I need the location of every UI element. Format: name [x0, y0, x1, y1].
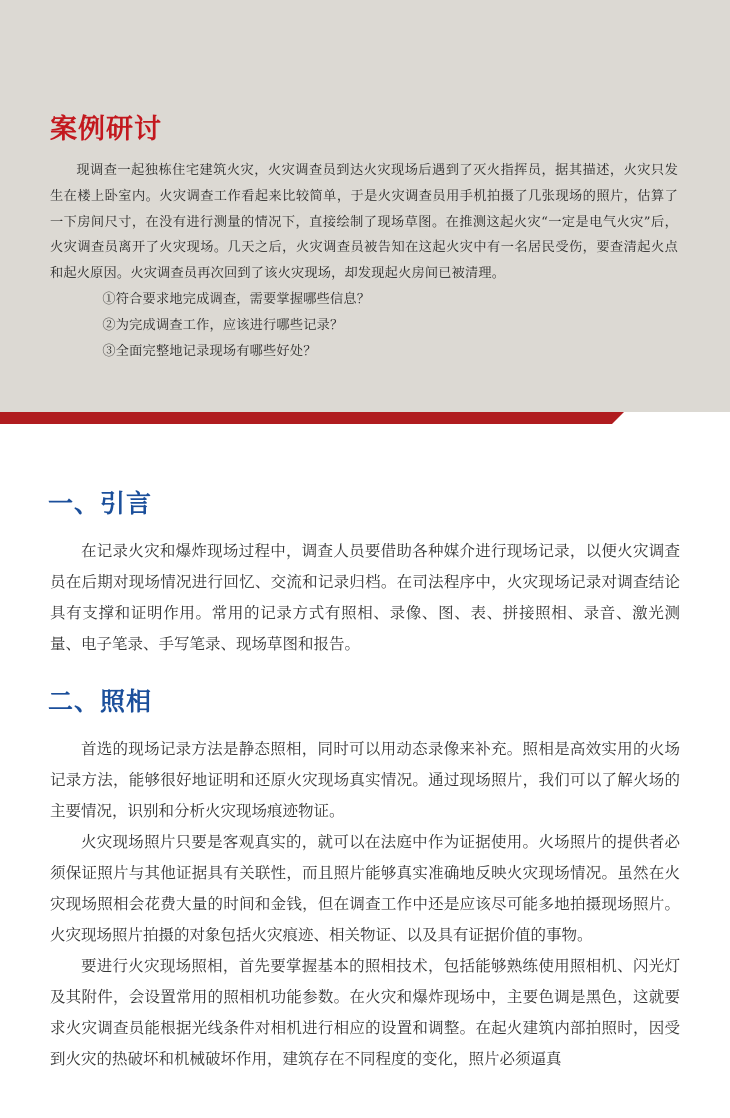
case-study-paragraph: 现调查一起独栋住宅建筑火灾，火灾调查员到达火灾现场后遇到了灭火指挥员，据其描述，火灾只发生在楼上卧室内。火灾调查工作看起来比较简单，于是火灾调查员用手机拍摄了几张现场的照片，估算了一下房间尺寸，在没有进行测量的情况下，直接绘制了现场草图。在推测这起火灾“一定是电气火灾”后，火灾调查员离开了火灾现场。几天之后，火灾调查员被告知在这起火灾中有一名居民受伤，要查清起火点和起火原因。火灾调查员再次回到了该火灾现场，却发现起火房间已被清理。 — [50, 163, 678, 282]
case-question-1: ①符合要求地完成调查，需要掌握哪些信息？ — [102, 291, 371, 307]
section-body-photography — [50, 734, 680, 1075]
section-body-introduction — [50, 536, 680, 660]
case-study-box — [0, 0, 730, 412]
red-divider-band — [0, 412, 612, 424]
section-paragraph: 首选的现场记录方法是静态照相，同时可以用动态录像来补充。照相是高效实用的火场记录方法，能够很好地证明和还原火灾现场真实情况。通过现场照片，我们可以了解火场的主要情况，识别和分析火灾现场痕迹物证。 — [50, 740, 680, 820]
section-paragraph: 火灾现场照片只要是客观真实的，就可以在法庭中作为证据使用。火场照片的提供者必须保证照片与其他证据具有关联性，而且照片能够真实准确地反映火灾现场情况。虽然在火灾现场照相会花费大量的时间和金钱，但在调查工作中还是应该尽可能多地拍摄现场照片。火灾现场照片拍摄的对象包括火灾痕迹、相关物证、以及具有证据价值的事物。 — [50, 833, 680, 944]
section-heading-photography: 二、照相 — [48, 687, 153, 716]
case-study-body — [50, 158, 678, 364]
section-heading-introduction: 一、引言 — [48, 489, 153, 518]
section-paragraph: 要进行火灾现场照相，首先要掌握基本的照相技术，包括能够熟练使用照相机、闪光灯及其附件，会设置常用的照相机功能参数。在火灾和爆炸现场中，主要色调是黑色，这就要求火灾调查员能根据光线条件对相机进行相应的设置和调整。在起火建筑内部拍照时，因受到火灾的热破坏和机械破坏作用，建筑存在不同程度的变化，照片必须逼真 — [50, 957, 680, 1068]
case-question-3: ③全面完整地记录现场有哪些好处？ — [102, 343, 317, 359]
case-study-title: 案例研讨 — [50, 114, 162, 145]
case-question-2: ②为完成调查工作，应该进行哪些记录？ — [102, 317, 344, 333]
section-paragraph: 在记录火灾和爆炸现场过程中，调查人员要借助各种媒介进行现场记录，以便火灾调查员在后期对现场情况进行回忆、交流和记录归档。在司法程序中，火灾现场记录对调查结论具有支撑和证明作用。常用的记录方式有照相、录像、图、表、拼接照相、录音、激光测量、电子笔录、手写笔录、现场草图和报告。 — [50, 542, 680, 653]
